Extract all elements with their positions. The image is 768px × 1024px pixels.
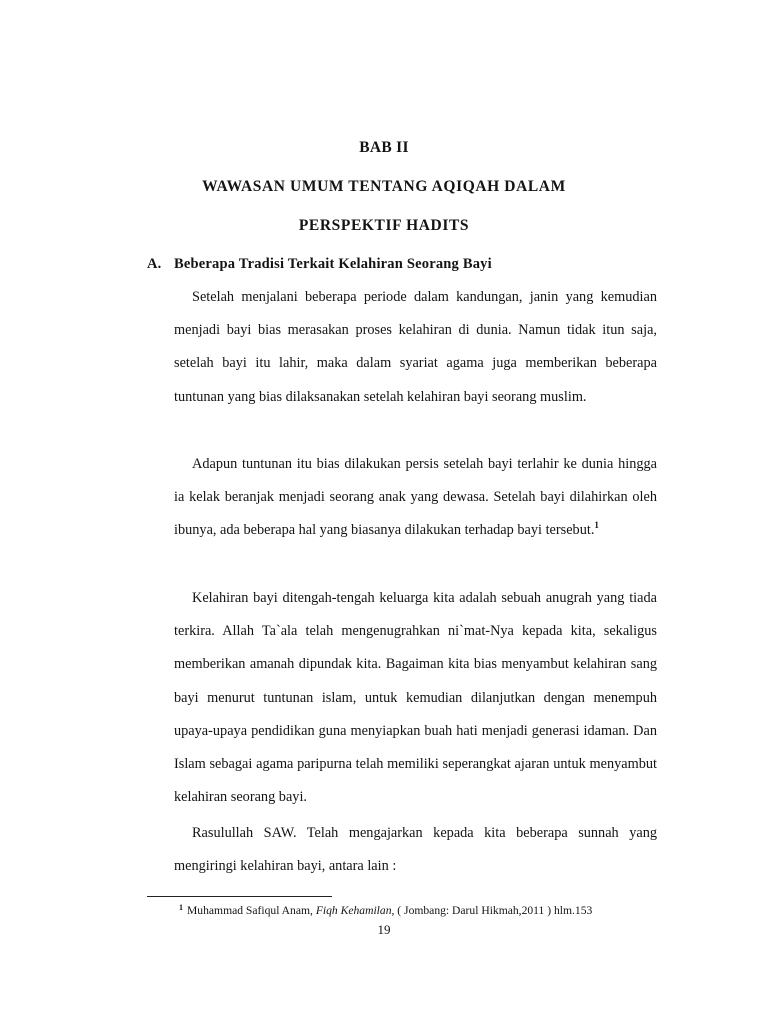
section-heading-text: Beberapa Tradisi Terkait Kelahiran Seorang Bayi <box>174 256 492 272</box>
paragraph-1 <box>174 281 657 414</box>
page-number: 19 <box>377 922 391 937</box>
paragraph-1-text: Setelah menjalani beberapa periode dalam kandungan, janin yang kemudian menjadi bayi bias merasakan proses kelahiran di dunia. Namun tidak itun saja, setelah bayi itu lahir, maka dalam syariat agama juga memberikan beberapa tuntunan yang bias dilaksanakan setelah kelahiran bayi seorang muslim. <box>174 289 657 405</box>
footnote-publication: , ( Jombang: Darul Hikmah,2011 ) hlm.153 <box>391 904 593 917</box>
section-heading <box>147 256 492 273</box>
chapter-title-line-1: WAWASAN UMUM TENTANG AQIQAH DALAM <box>202 178 566 195</box>
footnote-number: 1 <box>179 903 183 912</box>
footnote-separator <box>147 896 332 897</box>
chapter-title-line-2: PERSPEKTIF HADITS <box>298 217 470 234</box>
paragraph-3-text: Kelahiran bayi ditengah-tengah keluarga kita adalah sebuah anugrah yang tiada terkira. Allah Ta`ala telah mengenugrahkan ni`mat-Nya kepada kita, sekaligus memberikan amanah dipundak kita. Bagaiman kita bias menyambut kelahiran sang bayi menurut tuntunan islam, untuk kemudian dilanjutkan dengan menempuh upaya-upaya pendidikan guna menyiapkan buah hati menjadi generasi idaman. Dan Islam sebagai agama paripurna telah memiliki seperangkat ajaran untuk menyambut kelahiran seorang bayi. <box>174 590 657 806</box>
footnote-author: Muhammad Safiqul Anam, <box>187 904 316 917</box>
paragraph-3 <box>174 582 657 814</box>
footnote-reference[interactable]: 1 <box>594 520 599 531</box>
footnote <box>179 903 592 917</box>
footnote-book-title: Fiqh Kehamilan <box>315 904 392 917</box>
section-marker: A. <box>147 256 162 272</box>
paragraph-4-text: Rasulullah SAW. Telah mengajarkan kepada kita beberapa sunnah yang mengiringi kelahiran bayi, antara lain : <box>174 825 657 875</box>
paragraph-2-text: Adapun tuntunan itu bias dilakukan persis setelah bayi terlahir ke dunia hingga ia kelak beranjak menjadi seorang anak yang dewasa. Setelah bayi dilahirkan oleh ibunya, ada beberapa hal yang biasanya dilakukan terhadap bayi tersebut. <box>174 456 657 539</box>
chapter-label: BAB II <box>359 139 409 156</box>
paragraph-4 <box>174 817 657 883</box>
paragraph-2 <box>174 448 657 548</box>
